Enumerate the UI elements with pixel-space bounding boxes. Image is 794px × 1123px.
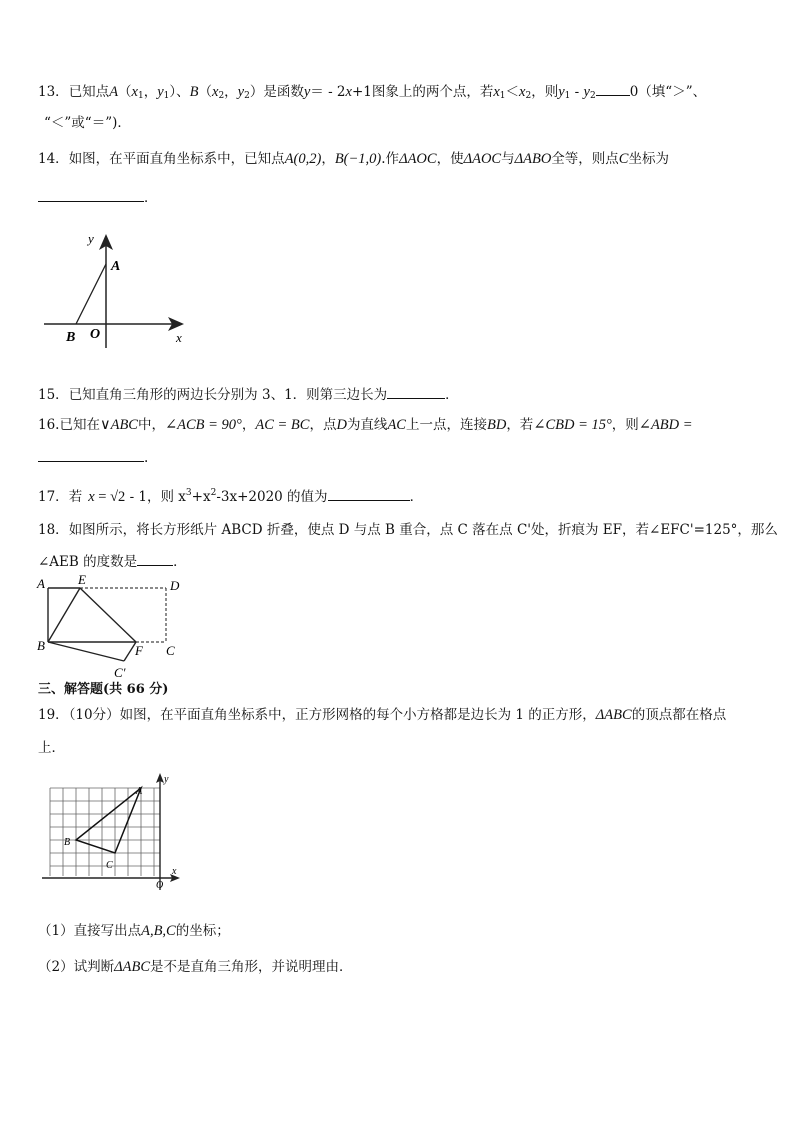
label-Cprime: C′: [114, 665, 126, 680]
q18-line1: 18．如图所示，将长方形纸片 ABCD 折叠，使点 D 与点 B 重合，点 C 落在点 C'处，折痕为 EF，若∠EFC'=125°，那么: [38, 522, 778, 538]
origin-label: O: [90, 327, 101, 342]
q18-answer-blank[interactable]: [137, 552, 173, 566]
origin-label: O: [156, 880, 164, 891]
point-B-label: B: [64, 837, 71, 848]
label-C: C: [166, 643, 175, 658]
segment-BE: [48, 588, 80, 642]
q15-answer-blank[interactable]: [387, 385, 445, 399]
triangle-ABC: [76, 788, 141, 853]
sqrt-two: √2: [110, 489, 126, 505]
q16-line2: .: [38, 448, 148, 467]
point-C-label: C: [106, 860, 113, 871]
q13-line2: “＜”或“＝”)．: [44, 115, 131, 131]
point-A-label: A: [136, 786, 143, 797]
q18-line2: ∠AEB 的度数是 ．: [38, 554, 187, 570]
section3-title: 三、解答题(共 66 分): [38, 682, 169, 697]
q13-answer-blank[interactable]: [596, 82, 630, 96]
q14-answer-blank[interactable]: [38, 188, 144, 202]
q19-line2: 上．: [38, 740, 65, 756]
segment-BCprime: [48, 642, 124, 661]
q13-line1: 13．已知点$A(x_1$，$y_1$）、$B(x_2$，$y_2$）是函数y＝ - 2x+1图象上的两个点，若$x_1<x_2$，则$y_1 - y_2$ 0（填“＞”、: [38, 84, 707, 101]
q19-line1: 19．（10分）如图，在平面直角坐标系中，正方形网格的每个小方格都是边长为 1 的正方形，ΔABC的顶点都在格点: [38, 707, 727, 723]
y-axis-label: y: [164, 774, 169, 785]
q19-figure: [38, 768, 188, 893]
q14-line2: ．: [38, 188, 158, 207]
label-E: E: [78, 572, 86, 587]
q17-answer-blank[interactable]: [328, 487, 410, 501]
segment-AB: [76, 264, 106, 324]
label-A: A: [37, 576, 45, 591]
fold-line-EF: [80, 588, 136, 642]
q19-part2: （2）试判断ΔABC是不是直角三角形，并说明理由．: [38, 959, 353, 975]
q15-line: 15．已知直角三角形的两边长分别为 3、1．则第三边长为 ．: [38, 387, 459, 403]
point-B-label: B: [66, 330, 76, 345]
label-B: B: [37, 638, 45, 653]
q14-line1: 14．如图，在平面直角坐标系中，已知点A(0,2)，B(−1,0).作ΔAOC，使ΔAOC与ΔABO全等，则点C坐标为: [38, 151, 669, 167]
label-D: D: [170, 578, 180, 593]
y-axis-label: y: [88, 231, 94, 246]
q16-answer-blank[interactable]: [38, 448, 144, 462]
x-axis-label: x: [176, 330, 182, 345]
q19-part1: （1）直接写出点A,B,C的坐标；: [38, 923, 230, 939]
point-A-label: A: [111, 259, 121, 274]
q17-line: 17．若 x = √2 - 1，则 $x^3+x^2-3x+2020$ 的值为 ．: [38, 488, 424, 505]
label-F: F: [135, 643, 143, 658]
q16-line1: 16.已知在∨ABC中，∠ACB = 90°，AC = BC，点D为直线AC上一点，连接BD，若∠CBD = 15°，则∠ABD =: [38, 417, 693, 433]
grid: [50, 788, 160, 876]
q14-figure: [38, 228, 193, 348]
q18-figure: [34, 572, 184, 680]
x-axis-label: x: [172, 866, 177, 877]
